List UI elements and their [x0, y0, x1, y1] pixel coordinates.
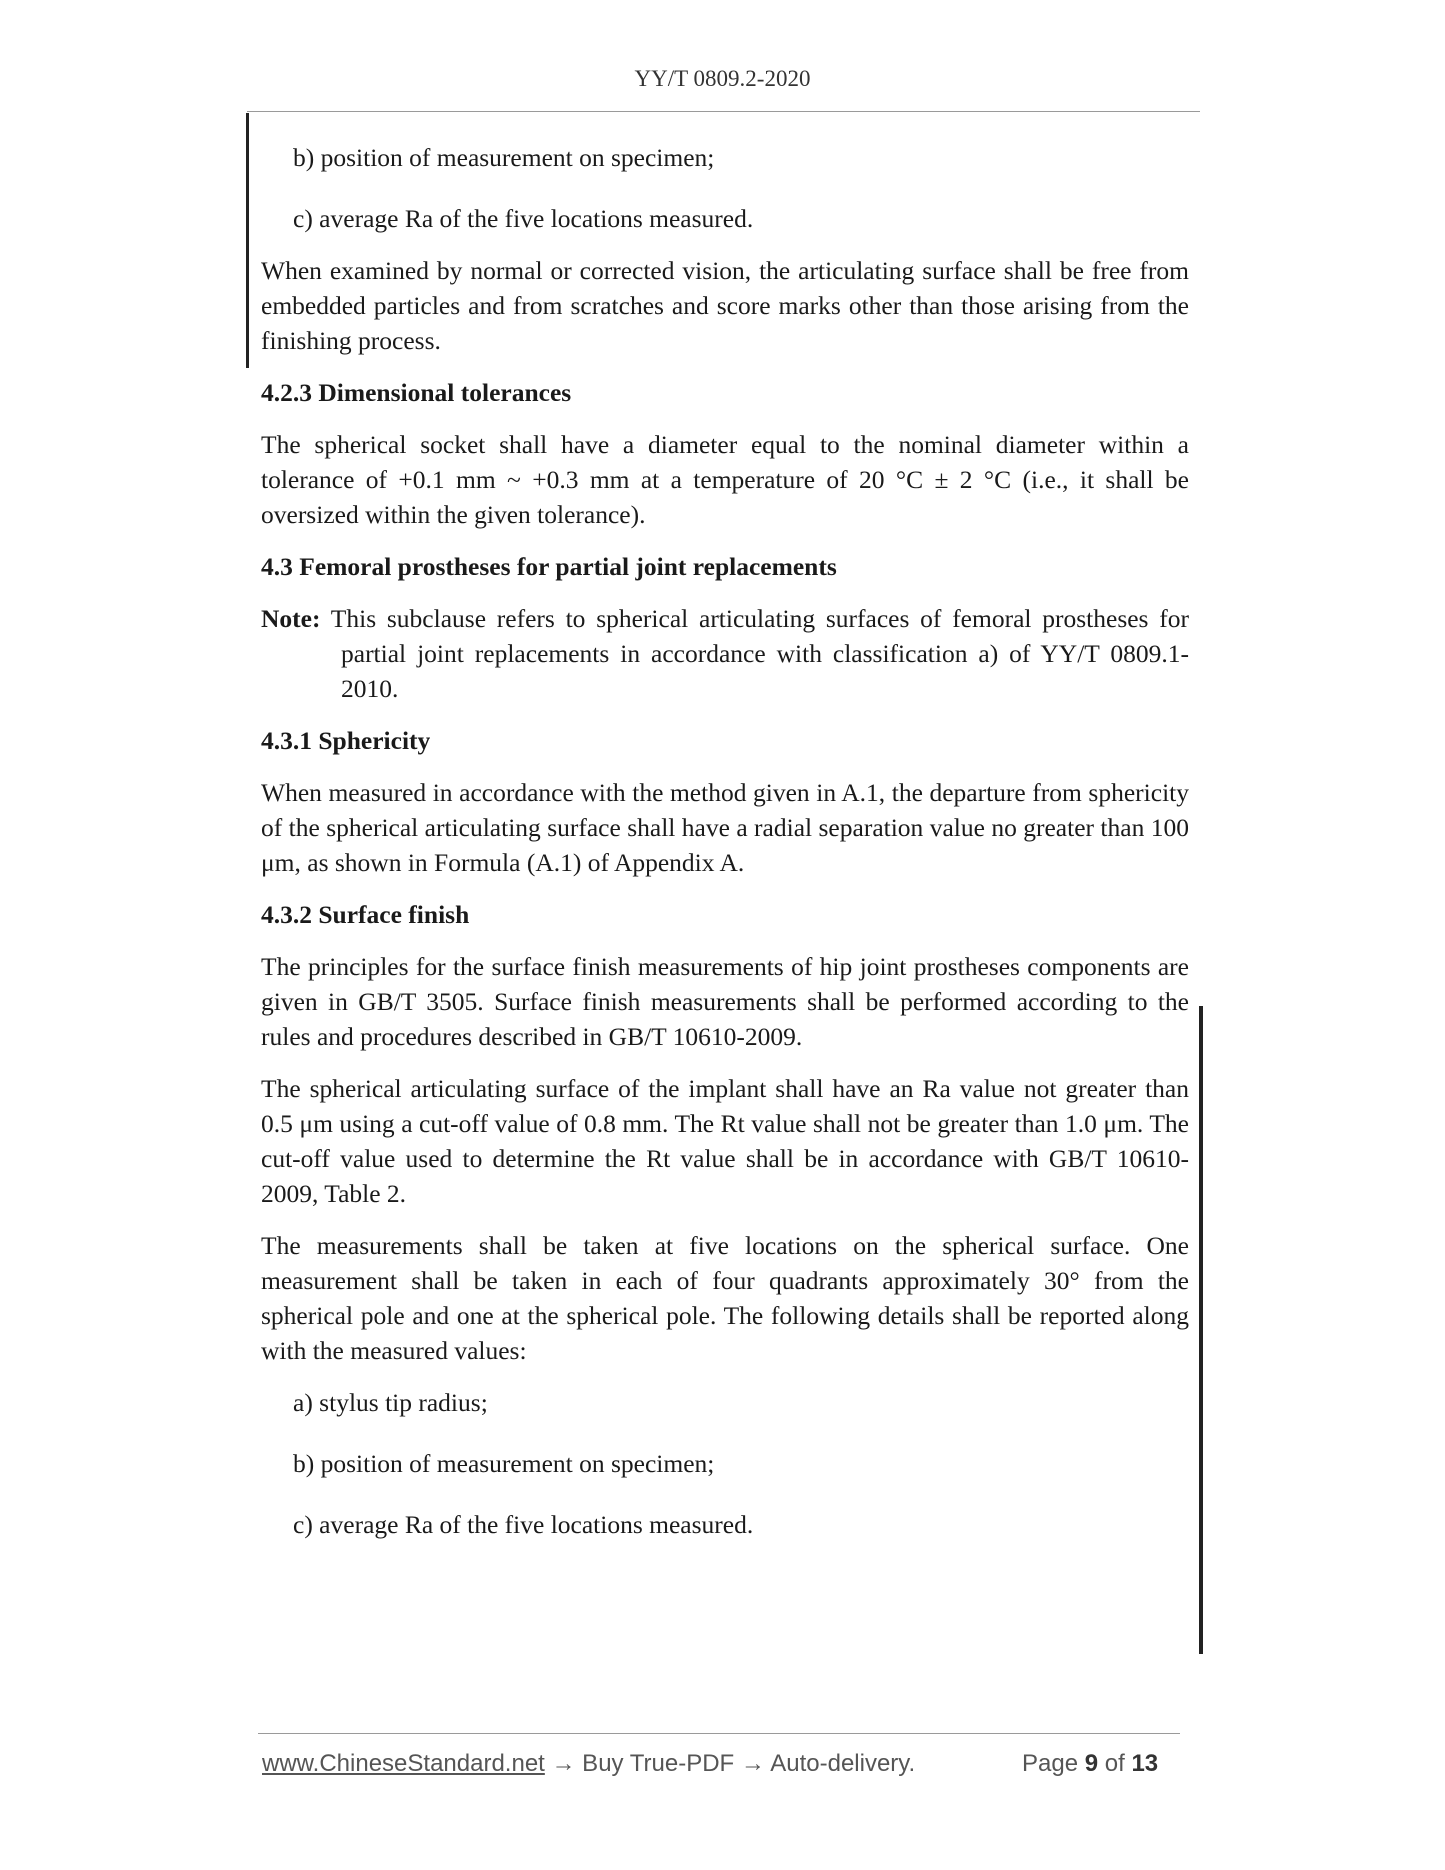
footer-divider — [258, 1733, 1180, 1734]
header-divider — [247, 111, 1200, 112]
paragraph: When examined by normal or corrected vision, the articulating surface shall be free from embedded particles and from scratches and score marks other than those arising from the finishing process. — [261, 256, 1189, 355]
section-heading: 4.3.2 Surface finish — [261, 900, 470, 929]
section-heading: 4.3 Femoral prostheses for partial joint replacements — [261, 552, 837, 581]
page-indicator — [1022, 1750, 1158, 1778]
website-link[interactable]: www.ChineseStandard.net — [262, 1750, 545, 1777]
change-bar-right — [1199, 1006, 1203, 1654]
change-bar-left — [246, 113, 249, 368]
list-item: c) average Ra of the five locations measured. — [293, 1510, 754, 1539]
paragraph: When measured in accordance with the method given in A.1, the departure from sphericity of the spherical articulating surface shall have a radial separation value no greater than 100 μm, as shown in Formula (A.1) of Appendix A. — [261, 778, 1189, 877]
section-heading: 4.2.3 Dimensional tolerances — [261, 378, 572, 407]
list-item: a) stylus tip radius; — [293, 1388, 488, 1417]
list-item: c) average Ra of the five locations measured. — [293, 204, 754, 233]
page-total: 13 — [1131, 1750, 1159, 1777]
footer-promo-text: → Buy True-PDF → Auto-delivery. — [544, 1750, 916, 1777]
section-heading: 4.3.1 Sphericity — [261, 726, 431, 755]
note-text: This subclause refers to spherical articulating surfaces of femoral prostheses for partial joint replacements in accordance with classification a) of YY/T 0809.1-2010. — [330, 604, 1189, 703]
page-word: Page — [1022, 1750, 1085, 1777]
paragraph: The principles for the surface finish measurements of hip joint prostheses components are given in GB/T 3505. Surface finish measurements shall be performed according to the rules and procedures described in GB/T 10610-2009. — [261, 952, 1189, 1051]
paragraph: The measurements shall be taken at five locations on the spherical surface. One measurement shall be taken in each of four quadrants approximately 30° from the spherical pole and one at the spherical pole. The following details shall be reported along with the measured values: — [261, 1231, 1189, 1365]
footer-promo — [262, 1750, 915, 1778]
document-id-header: YY/T 0809.2-2020 — [634, 66, 811, 91]
note-label: Note: — [261, 604, 321, 633]
paragraph: The spherical socket shall have a diameter equal to the nominal diameter within a tolerance of +0.1 mm ~ +0.3 mm at a temperature of 20 °C ± 2 °C (i.e., it shall be oversized within the given tolerance). — [261, 430, 1189, 529]
list-item: b) position of measurement on specimen; — [293, 1449, 715, 1478]
document-body — [261, 140, 1189, 1542]
of-word: of — [1098, 1750, 1132, 1777]
note-paragraph — [261, 601, 1189, 706]
page-number: 9 — [1084, 1750, 1099, 1777]
paragraph: The spherical articulating surface of the implant shall have an Ra value not greater than 0.5 μm using a cut-off value of 0.8 mm. The Rt value shall not be greater than 1.0 μm. The cut-off value used to determine the Rt value shall be in accordance with GB/T 10610-2009, Table 2. — [261, 1074, 1189, 1208]
list-item: b) position of measurement on specimen; — [293, 143, 715, 172]
